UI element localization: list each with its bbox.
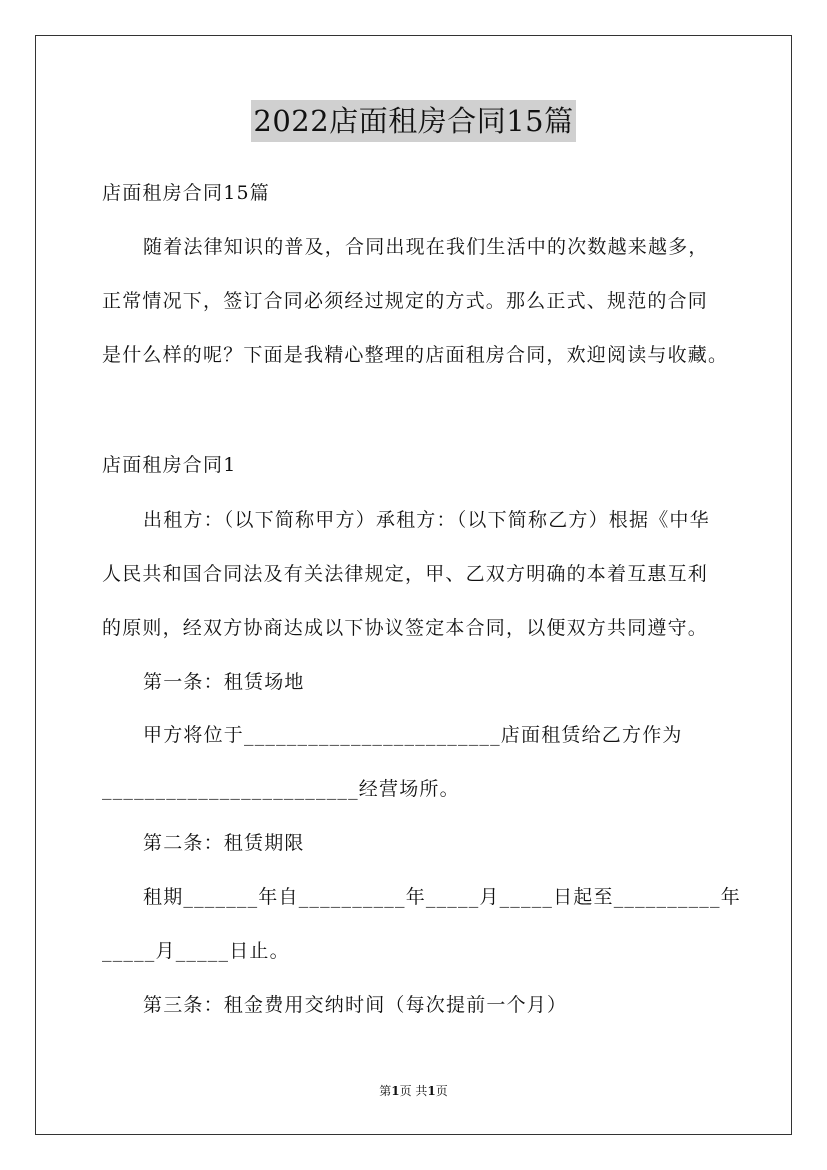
document-title: 2022店面租房合同15篇	[251, 100, 575, 142]
footer-suffix: 页	[435, 1084, 448, 1098]
footer-prefix: 第	[379, 1084, 392, 1098]
intro-line-1: 随着法律知识的普及，合同出现在我们生活中的次数越来越多，	[143, 236, 709, 258]
intro-line-2: 正常情况下，签订合同必须经过规定的方式。那么正式、规范的合同	[102, 290, 709, 312]
article1-line-2: ________________________经营场所。	[102, 778, 460, 800]
article2-line-1: 租期_______年自__________年_____月_____日起至__________年	[143, 886, 741, 908]
article1-line-1: 甲方将位于________________________店面租赁给乙方作为	[143, 724, 683, 746]
page-footer	[0, 1083, 827, 1099]
para1-line-3: 的原则，经双方协商达成以下协议签定本合同，以便双方共同遵守。	[102, 617, 709, 639]
document-title-wrapper	[0, 100, 827, 142]
article3-heading: 第三条：租金费用交纳时间（每次提前一个月）	[143, 994, 568, 1016]
para1-line-1: 出租方：（以下简称甲方）承租方：（以下简称乙方）根据《中华	[143, 509, 710, 531]
document-subtitle: 店面租房合同15篇	[102, 182, 270, 204]
intro-line-3: 是什么样的呢？下面是我精心整理的店面租房合同，欢迎阅读与收藏。	[102, 344, 729, 366]
section-heading: 店面租房合同1	[102, 454, 237, 476]
article2-line-2: _____月_____日止。	[102, 940, 290, 962]
article2-heading: 第二条：租赁期限	[143, 832, 305, 854]
footer-current-page: 1	[391, 1084, 400, 1098]
footer-mid: 页 共	[399, 1084, 428, 1098]
para1-line-2: 人民共和国合同法及有关法律规定，甲、乙双方明确的本着互惠互利	[102, 563, 709, 585]
footer-total-pages: 1	[427, 1084, 436, 1098]
article1-heading: 第一条：租赁场地	[143, 671, 305, 693]
